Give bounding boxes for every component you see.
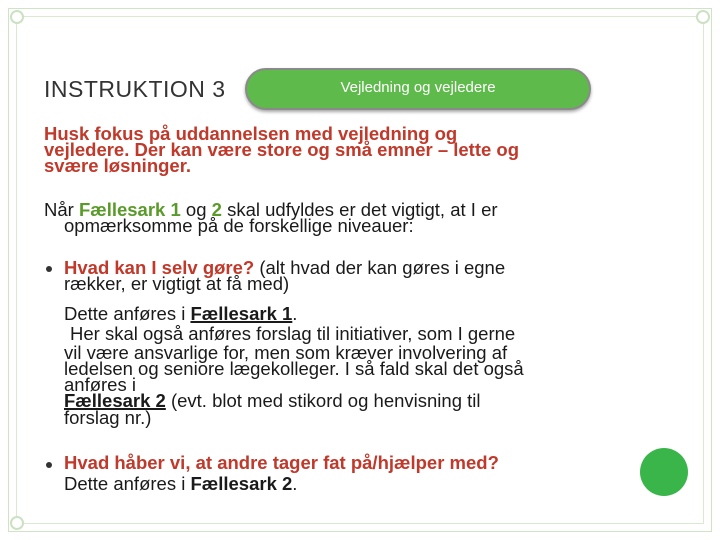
- text: Dette anføres i: [64, 303, 191, 324]
- intro-line-2: vejledere. Der kan være store og små emner – lette og: [44, 139, 520, 160]
- bullet-2-question: Hvad håber vi, at andre tager fat på/hjælper med?: [64, 452, 499, 473]
- intro-line-1: Husk fokus på uddannelsen med vejledning og: [44, 123, 458, 144]
- faellesark-2-ref: 2: [211, 199, 222, 220]
- faellesark-1-ref: Fællesark 1: [78, 199, 181, 220]
- faellesark-2-link: Fællesark 2: [64, 390, 166, 411]
- text: .: [292, 473, 298, 494]
- bullet-1-question: Hvad kan I selv gøre?: [64, 257, 255, 278]
- bullet-1-line-2: rækker, er vigtigt at få med): [64, 273, 290, 294]
- bullet-1-line-4: Her skal også anføres forslag til initiativer, som I gerne: [70, 323, 516, 344]
- bullet-1-line-6: ledelsen og seniore lægekolleger. I så fald skal det også: [64, 358, 524, 379]
- slide-title: INSTRUKTION 3: [44, 76, 226, 102]
- bullet-1-line-5: vil være ansvarlige for, men som kræver involvering af: [64, 342, 508, 363]
- para-text: og: [180, 199, 212, 220]
- instruction-paragraph-line-2: opmærksomme på de forskellige niveauer:: [64, 215, 414, 236]
- bullet-1-note: (alt hvad der kan gøres i egne: [254, 257, 506, 278]
- bullet-2-line-2: [64, 473, 298, 494]
- decorative-green-circle: [640, 448, 688, 496]
- corner-dot-top-right: [696, 10, 710, 24]
- corner-dot-bottom-left: [10, 516, 24, 530]
- para-text: Når: [44, 199, 79, 220]
- topic-badge: [245, 68, 591, 110]
- topic-badge-label: Vejledning og vejledere: [340, 79, 496, 96]
- bullet-marker: [46, 266, 52, 272]
- corner-dot-top-left: [10, 10, 24, 24]
- bullet-1-line-7: anføres i: [64, 374, 136, 395]
- intro-line-3: svære løsninger.: [44, 155, 192, 176]
- para-text: skal udfyldes er det vigtigt, at I er: [221, 199, 498, 220]
- faellesark-2-ref: Fællesark 2: [190, 473, 293, 494]
- bullet-marker: [46, 462, 52, 468]
- text: .: [292, 303, 298, 324]
- text: (evt. blot med stikord og henvisning til: [165, 390, 481, 411]
- faellesark-1-link: Fællesark 1: [190, 303, 293, 324]
- text: Dette anføres i: [64, 473, 191, 494]
- bullet-1-line-3: [64, 303, 298, 324]
- bullet-1-line-9: forslag nr.): [64, 407, 152, 428]
